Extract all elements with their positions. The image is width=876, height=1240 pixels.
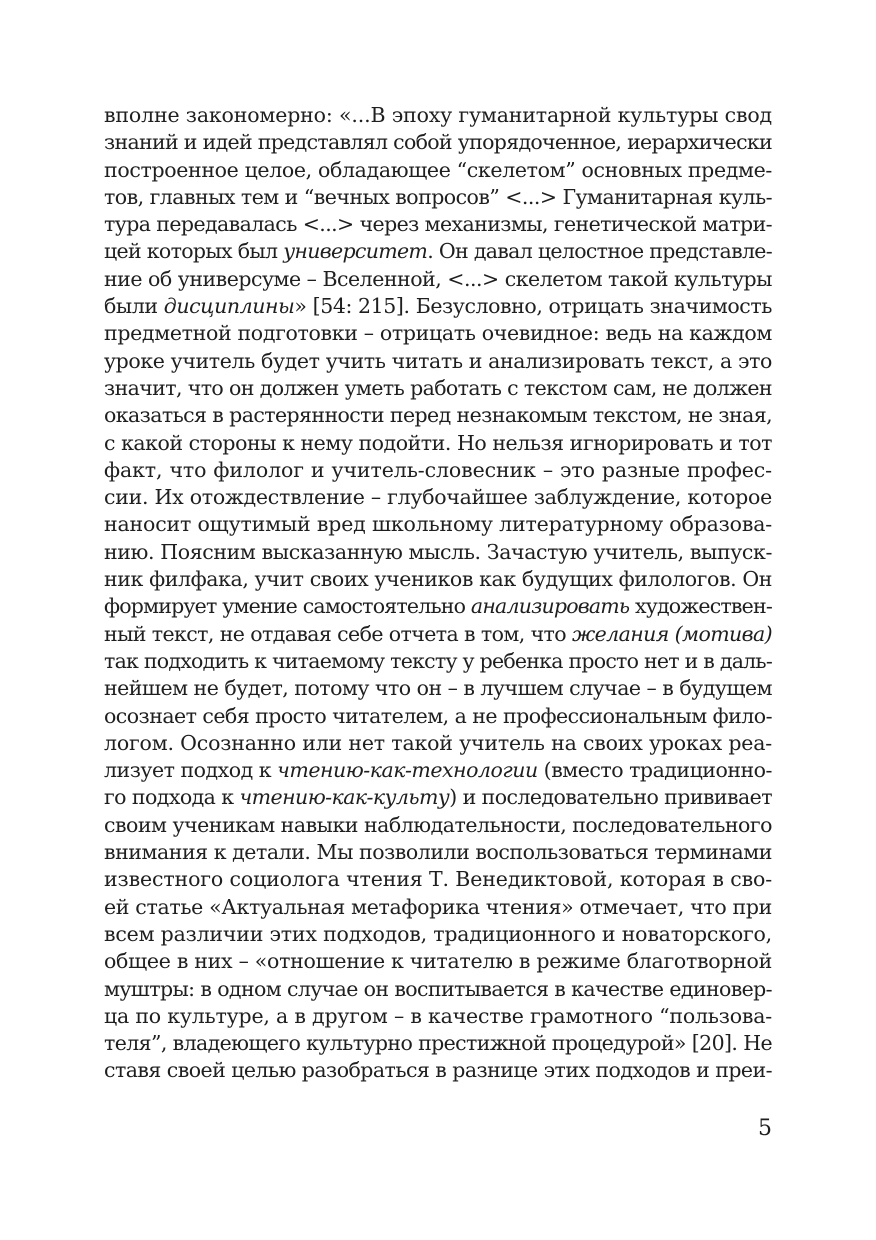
text-line <box>104 129 772 156</box>
text-segment: были <box>104 294 164 319</box>
text-line <box>104 402 772 429</box>
text-line <box>104 348 772 375</box>
text-segment: вполне закономерно: «...В эпоху гуманитарной культуры свод <box>104 103 772 127</box>
text-line <box>104 1030 772 1057</box>
text-line <box>104 539 772 566</box>
text-line <box>104 621 772 648</box>
text-segment: ) и последовательно прививает <box>449 785 772 810</box>
text-segment: ние об универсуме – Вселенной, <...> скелетом такой культуры <box>104 266 772 291</box>
text-segment: муштры: в одном случае он воспитывается в качестве единовер- <box>104 976 772 1001</box>
italic-term: чтению-как-культу <box>239 785 450 810</box>
text-line <box>104 730 772 757</box>
text-segment: цей которых был <box>104 239 284 264</box>
italic-term: желания (мотива) <box>571 621 772 646</box>
body-text <box>104 102 772 1085</box>
text-segment: построенное целое, обладающее “скелетом” основных предме- <box>104 157 772 182</box>
italic-term: университет <box>283 239 428 264</box>
text-line <box>104 784 772 811</box>
text-line <box>104 266 772 293</box>
text-line <box>104 238 772 265</box>
text-segment: ставя своей целью разобраться в разнице этих подходов и преи- <box>104 1058 772 1083</box>
text-segment: го подхода к <box>104 785 240 810</box>
text-segment: теля”, владеющего культурно престижной процедурой» [20]. Не <box>104 1031 772 1056</box>
text-segment: нейшем не будет, потому что он – в лучшем случае – в будущем <box>104 676 772 701</box>
text-segment: ей статье «Актуальная метафорика чтения» отмечает, что при <box>104 894 772 919</box>
text-segment: так подходить к читаемому тексту у ребенка просто нет и в даль- <box>104 648 772 673</box>
text-line <box>104 157 772 184</box>
text-segment: уроке учитель будет учить читать и анализировать текст, а это <box>104 348 772 373</box>
text-segment: факт, что филолог и учитель-словесник – это разные профес- <box>104 457 772 482</box>
text-segment: логом. Осознанно или нет такой учитель на своих уроках реа- <box>104 730 772 755</box>
text-segment: сии. Их отождествление – глубочайшее заблуждение, которое <box>104 485 772 510</box>
text-line <box>104 894 772 921</box>
text-line <box>104 675 772 702</box>
text-line <box>104 211 772 238</box>
text-line <box>104 593 772 620</box>
text-line <box>104 1057 772 1084</box>
text-segment: ник филфака, учит своих учеников как будущих филологов. Он <box>104 567 772 592</box>
text-segment: тура передавалась <...> через механизмы, генетической матри- <box>104 212 772 237</box>
text-segment: . Он давал целостное представле- <box>427 239 772 264</box>
italic-term: чтению-как-технологии <box>277 758 538 783</box>
text-segment: » [54: 215]. Безусловно, отрицать значимость <box>294 294 772 319</box>
text-line <box>104 457 772 484</box>
text-line <box>104 976 772 1003</box>
text-line <box>104 320 772 347</box>
text-segment: внимания к детали. Мы позволили воспользоваться терминами <box>104 840 772 865</box>
text-line <box>104 703 772 730</box>
text-segment: формирует умение самостоятельно <box>104 594 471 619</box>
text-line <box>104 102 772 129</box>
italic-term: анализировать <box>470 594 630 619</box>
text-line <box>104 839 772 866</box>
text-line <box>104 430 772 457</box>
text-segment: лизует подход к <box>104 758 278 783</box>
italic-term: дисциплины <box>163 294 295 319</box>
text-line <box>104 566 772 593</box>
text-segment: нию. Поясним высказанную мысль. Зачастую учитель, выпуск- <box>104 539 772 564</box>
text-line <box>104 812 772 839</box>
text-segment: всем различии этих подходов, традиционного и новаторского, <box>104 921 772 946</box>
text-line <box>104 648 772 675</box>
text-line <box>104 184 772 211</box>
text-line <box>104 375 772 402</box>
text-segment: оказаться в растерянности перед незнакомым текстом, не зная, <box>104 403 772 428</box>
text-line <box>104 484 772 511</box>
text-line <box>104 511 772 538</box>
text-segment: тов, главных тем и “вечных вопросов” <...> Гуманитарная куль- <box>104 184 772 209</box>
text-line <box>104 921 772 948</box>
text-line <box>104 948 772 975</box>
text-segment: ный текст, не отдавая себе отчета в том, что <box>104 621 572 646</box>
text-segment: осознает себя просто читателем, а не профессиональным фило- <box>104 703 772 728</box>
text-line <box>104 1003 772 1030</box>
text-segment: общее в них – «отношение к читателю в режиме благотворной <box>104 949 772 974</box>
text-segment: известного социолога чтения Т. Венедиктовой, которая в сво- <box>104 867 772 892</box>
text-segment: с какой стороны к нему подойти. Но нельзя игнорировать и тот <box>104 430 772 455</box>
text-line <box>104 293 772 320</box>
text-line <box>104 757 772 784</box>
text-line <box>104 866 772 893</box>
text-segment: наносит ощутимый вред школьному литературному образова- <box>104 512 772 537</box>
text-segment: (вместо традиционно- <box>537 758 772 783</box>
text-segment: ца по культуре, а в другом – в качестве грамотного “пользова- <box>104 1003 772 1028</box>
text-segment: значит, что он должен уметь работать с текстом сам, не должен <box>104 375 772 400</box>
text-segment: предметной подготовки – отрицать очевидное: ведь на каждом <box>104 321 772 346</box>
text-segment: своим ученикам навыки наблюдательности, последовательного <box>104 812 772 837</box>
page-number: 5 <box>758 1116 772 1141</box>
text-segment: знаний и идей представлял собой упорядоченное, иерархически <box>104 130 772 155</box>
text-segment: художествен- <box>629 594 772 619</box>
